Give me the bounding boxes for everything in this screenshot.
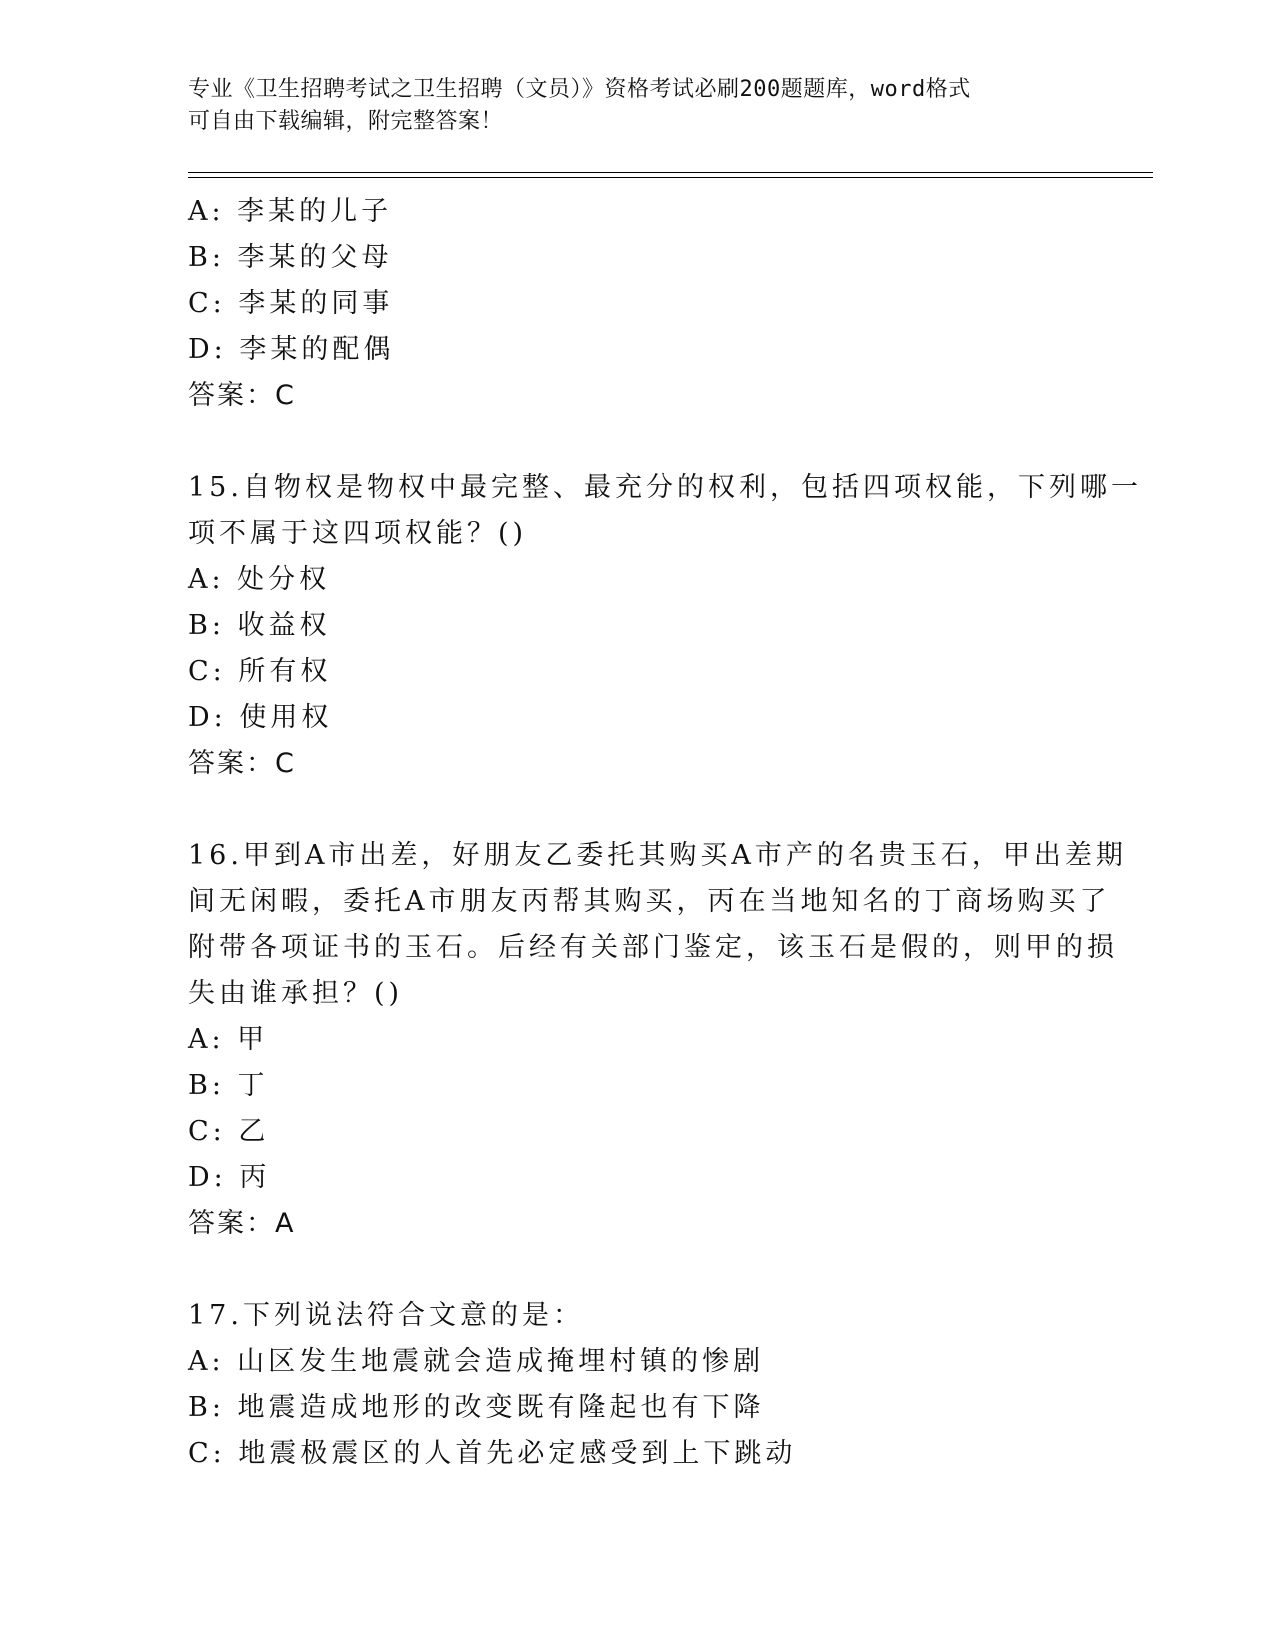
question-text-line: 15.自物权是物权中最完整、最充分的权利，包括四项权能，下列哪一 <box>188 472 1142 503</box>
question-16 <box>188 833 1127 1247</box>
option-c: C: 地震极震区的人首先必定感受到上下跳动 <box>188 1438 797 1469</box>
option-b: B: 地震造成地形的改变既有隆起也有下降 <box>188 1392 765 1423</box>
header-divider-top <box>188 172 1153 173</box>
question-text-line: 间无闲暇，委托A市朋友丙帮其购买，丙在当地知名的丁商场购买了 <box>188 886 1111 917</box>
option-d: D: 李某的配偶 <box>188 334 395 365</box>
option-d: D: 丙 <box>188 1162 271 1193</box>
question-text-line: 16.甲到A市出差，好朋友乙委托其购买A市产的名贵玉石，甲出差期 <box>188 840 1127 871</box>
question-text-line: 失由谁承担？() <box>188 978 404 1009</box>
option-c: C: 所有权 <box>188 656 332 687</box>
question-text-line: 项不属于这四项权能？() <box>188 518 528 549</box>
document-header <box>188 74 1088 138</box>
question-14-tail <box>188 189 1088 419</box>
option-a: A: 李某的儿子 <box>188 196 393 227</box>
question-text-line: 17.下列说法符合文意的是： <box>188 1300 584 1331</box>
option-c: C: 李某的同事 <box>188 288 394 319</box>
option-b: B: 收益权 <box>188 610 331 641</box>
answer-line: 答案：C <box>188 748 296 779</box>
answer-line: 答案：A <box>188 1208 296 1239</box>
document-body <box>188 189 1142 1477</box>
option-a: A: 甲 <box>188 1024 269 1055</box>
option-a: A: 山区发生地震就会造成掩埋村镇的惨剧 <box>188 1346 765 1377</box>
question-text-line: 附带各项证书的玉石。后经有关部门鉴定，该玉石是假的，则甲的损 <box>188 932 1118 963</box>
option-d: D: 使用权 <box>188 702 333 733</box>
header-line-2: 可自由下载编辑，附完整答案！ <box>188 109 504 134</box>
option-a: A: 处分权 <box>188 564 331 595</box>
option-b: B: 李某的父母 <box>188 242 393 273</box>
question-15 <box>188 465 1142 787</box>
question-17 <box>188 1293 1088 1477</box>
header-divider-bottom <box>188 177 1153 178</box>
option-c: C: 乙 <box>188 1116 270 1147</box>
option-b: B: 丁 <box>188 1070 269 1101</box>
header-line-1: 专业《卫生招聘考试之卫生招聘（文员）》资格考试必刷200题题库，word格式 <box>188 77 971 102</box>
answer-line: 答案：C <box>188 380 296 411</box>
